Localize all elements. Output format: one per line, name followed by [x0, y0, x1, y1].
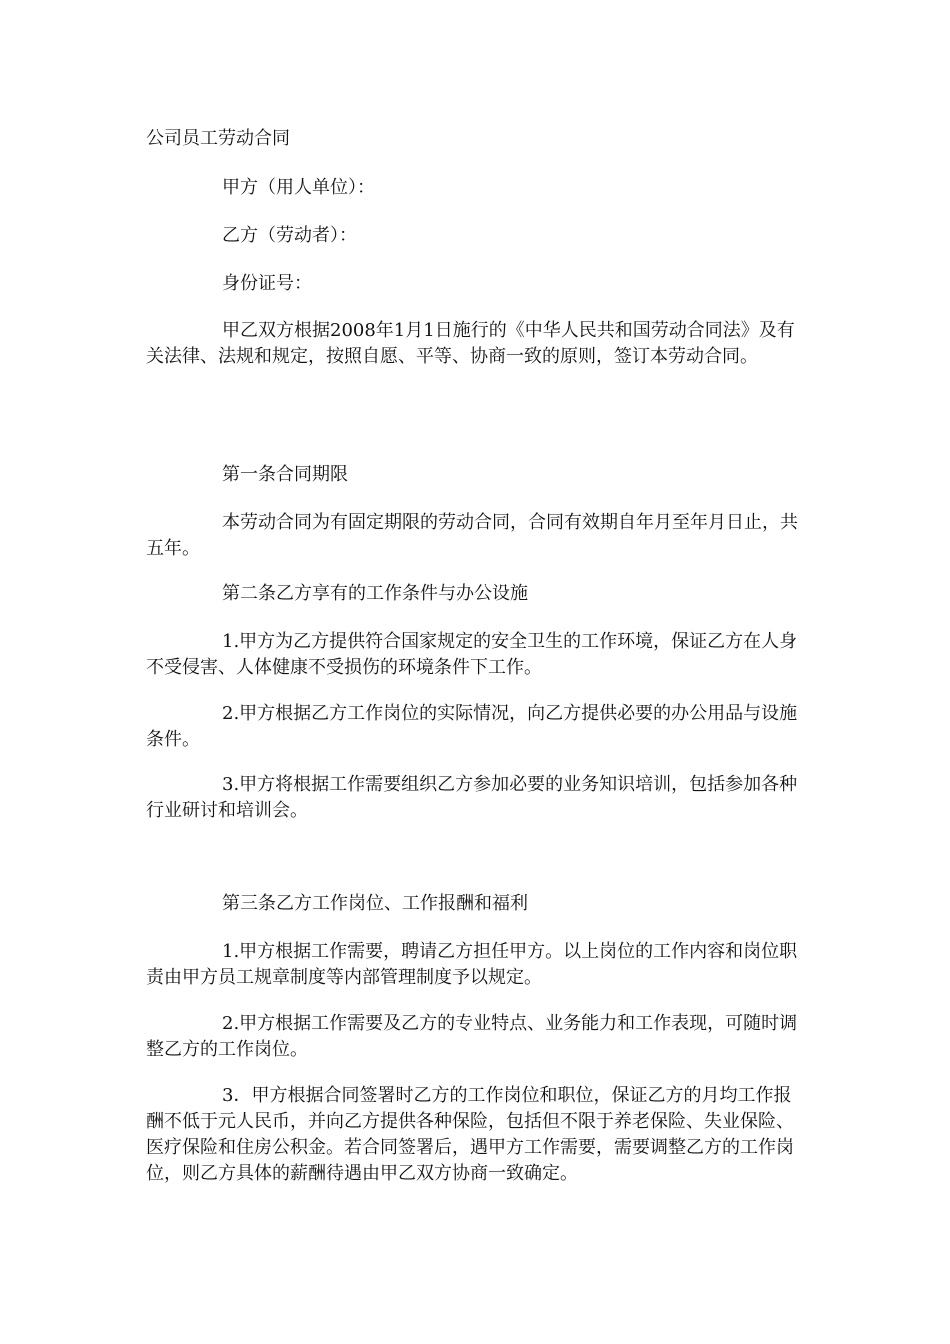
- document-title: 公司员工劳动合同: [146, 128, 290, 149]
- id-number-field: 身份证号：: [222, 273, 312, 294]
- preamble-paragraph: 甲乙双方根据2008年1月1日施行的《中华人民共和国劳动合同法》及有关法律、法规和规定，按照自愿、平等、协商一致的原则，签订本劳动合同。: [146, 320, 795, 367]
- article-1-heading: 第一条合同期限: [222, 464, 348, 485]
- party-b-field: 乙方（劳动者）：: [222, 225, 357, 246]
- party-a-field: 甲方（用人单位）：: [222, 177, 375, 198]
- article-2-item-1: 1.甲方为乙方提供符合国家规定的安全卫生的工作环境，保证乙方在人身不受侵害、人体健康不受损伤的环境条件下工作。: [146, 631, 798, 678]
- article-1-paragraph: 本劳动合同为有固定期限的劳动合同，合同有效期自年月至年月日止，共五年。: [146, 512, 798, 559]
- article-2-item-2: 2.甲方根据乙方工作岗位的实际情况，向乙方提供必要的办公用品与设施条件。: [146, 703, 798, 750]
- article-3-item-2: 2.甲方根据工作需要及乙方的专业特点、业务能力和工作表现，可随时调整乙方的工作岗位。: [146, 1013, 798, 1060]
- article-3-item-3: 3．甲方根据合同签署时乙方的工作岗位和职位，保证乙方的月均工作报酬不低于元人民币，并向乙方提供各种保险，包括但不限于养老保险、失业保险、医疗保险和住房公积金。若合同签署后，遇甲方工作需要，需要调整乙方的工作岗位，则乙方具体的薪酬待遇由甲乙双方协商一致确定。: [146, 1085, 794, 1184]
- article-3-item-1: 1.甲方根据工作需要，聘请乙方担任甲方。以上岗位的工作内容和岗位职责由甲方员工规章制度等内部管理制度予以规定。: [146, 941, 798, 988]
- article-3-heading: 第三条乙方工作岗位、工作报酬和福利: [222, 893, 528, 914]
- article-2-heading: 第二条乙方享有的工作条件与办公设施: [222, 583, 528, 604]
- article-2-item-3: 3.甲方将根据工作需要组织乙方参加必要的业务知识培训，包括参加各种行业研讨和培训会。: [146, 774, 798, 821]
